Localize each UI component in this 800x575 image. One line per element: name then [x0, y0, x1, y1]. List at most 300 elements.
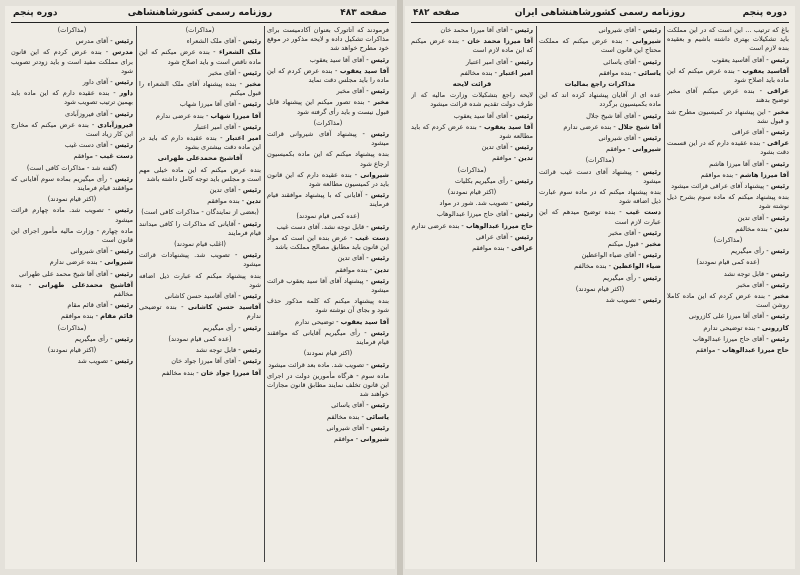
speaker-name: آقاشیخ محمدعلی طهرانی — [38, 280, 133, 289]
speaker-paragraph — [539, 240, 661, 249]
speech-text: - بنده عرض میکنم که این ماده ناقص است و باید اصلاح شود — [139, 48, 261, 66]
speaker-paragraph — [139, 80, 261, 98]
speech-text: - آقای عراقی — [475, 232, 513, 241]
page-header — [5, 8, 395, 22]
speaker-name: رئیس — [370, 401, 389, 410]
speaker-paragraph — [667, 225, 789, 234]
speech-text: - رأی میگیریم آقایانی که موافقند قیام فرمایند — [267, 328, 389, 347]
speech-text: - آقای یاسائی — [331, 401, 369, 410]
stage-note: (مذاکرات) — [585, 156, 615, 165]
speaker-paragraph — [667, 87, 789, 105]
book-gutter — [397, 0, 403, 575]
speaker-paragraph — [267, 87, 389, 96]
speaker-paragraph — [267, 424, 389, 433]
speaker-name: کازرونی — [761, 323, 789, 332]
speech-text: - آقای حاج میرزا عبدالوهاب — [692, 334, 769, 343]
speech-text: - بنده عرضی ندارم — [155, 111, 209, 120]
page-left — [5, 6, 395, 569]
speaker-paragraph — [267, 277, 389, 295]
speaker-name: رئیس — [642, 26, 661, 34]
speaker-paragraph — [267, 318, 389, 327]
speaker-name: رئیس — [642, 251, 661, 260]
speaker-name: رئیس — [514, 143, 533, 152]
speaker-paragraph — [667, 160, 789, 169]
speaker-paragraph — [411, 177, 533, 186]
speaker-name: رئیس — [642, 134, 661, 143]
speech-text: - آقای داور — [82, 78, 113, 87]
speech-text: - آقای شیروانی — [326, 423, 369, 432]
speaker-paragraph — [667, 171, 789, 180]
speech-text: - بنده مخالفم — [460, 68, 498, 77]
page-right — [405, 6, 795, 569]
text-column-3 — [411, 26, 533, 564]
speech-text: - آقای مخبر — [336, 87, 369, 96]
speaker-name: رئیس — [114, 269, 133, 278]
speaker-paragraph — [539, 145, 661, 154]
speaker-paragraph — [667, 324, 789, 333]
period-label: دوره پنجم — [742, 8, 787, 18]
speech-text: - بنده موافقم — [598, 68, 636, 77]
speaker-paragraph — [11, 312, 133, 321]
speaker-name: رئیس — [370, 222, 389, 231]
body-paragraph: بنده پیشنهاد میکنم که این ماده بکمیسیون ارجاع شود — [267, 150, 389, 168]
speaker-name: رئیس — [642, 273, 661, 282]
speaker-name: رئیس — [114, 174, 133, 183]
speaker-name: رئیس — [242, 357, 261, 366]
speaker-paragraph — [267, 361, 389, 370]
speaker-paragraph — [539, 296, 661, 305]
stage-note: (اکثر قیام نمودند) — [47, 195, 97, 204]
speaker-name: رئیس — [370, 360, 389, 369]
header-rule — [411, 22, 789, 23]
speech-text: - آقای تدین — [737, 213, 769, 222]
speaker-paragraph — [667, 139, 789, 157]
speaker-paragraph — [11, 152, 133, 161]
speech-text: - رأی میگیریم بکلیات — [454, 176, 513, 185]
speaker-paragraph — [411, 69, 533, 78]
speaker-paragraph — [139, 69, 261, 78]
speaker-paragraph — [267, 401, 389, 410]
column-divider — [264, 26, 265, 562]
speaker-paragraph — [667, 335, 789, 344]
speaker-name: دست غیب — [625, 208, 661, 217]
speaker-name: رئیس — [242, 37, 261, 46]
stage-note: (مذاکرات) — [185, 26, 215, 34]
speaker-name: قائم مقام — [100, 312, 133, 321]
speech-text: - آقای آقا شیخ محمد علی طهرانی — [18, 269, 113, 278]
speech-text: - موافقم — [333, 434, 359, 443]
speaker-paragraph — [139, 346, 261, 355]
speaker-name: رئیس — [242, 122, 261, 131]
speech-text: - رأی میگیریم بماده سوم آقایانی که موافقند قیام فرمایند — [11, 174, 133, 193]
speaker-name: امیر اعتبار — [499, 68, 533, 77]
speech-text: - پیشنهاد آقای شیروانی قرائت میشود — [267, 130, 389, 148]
speaker-name: رئیس — [114, 37, 133, 46]
speech-text: - قابل توجه نشد — [723, 269, 769, 278]
speech-text: - قابل توجه نشد. آقای دست غیب — [276, 222, 369, 231]
speaker-paragraph — [411, 58, 533, 67]
body-paragraph: بنده پیشنهاد میکنم که در ماده سوم عبارت ذیل اضافه شود — [539, 188, 661, 206]
speech-text: - بنده عقیده دارم که این ماده باید بهمین ترتیب تصویب شود — [11, 89, 133, 107]
speech-text: - بنده توضیحی ندارم — [703, 323, 760, 332]
speaker-name: رئیس — [514, 210, 533, 219]
stage-note: (مذاکرات) — [313, 118, 343, 127]
speaker-paragraph — [139, 292, 261, 301]
speaker-paragraph — [139, 369, 261, 378]
speaker-paragraph — [539, 112, 661, 121]
speaker-paragraph — [539, 208, 661, 226]
speaker-name: رئیس — [242, 100, 261, 109]
speaker-paragraph — [667, 128, 789, 137]
speech-text: - تصویب شد. ماده چهارم قرائت میشود — [11, 206, 133, 224]
speech-text: - تصویب شد. شور در مواد — [439, 199, 513, 208]
speech-text: - آقای آقا سید یعقوب — [309, 55, 369, 64]
body-paragraph: باغ که ترتیب ... این است که در این مملکت باید تشکیلات بهتری داشته باشیم و بعقیده بنده لازم است — [667, 26, 789, 53]
speaker-name: رئیس — [370, 254, 389, 263]
speaker-paragraph — [11, 110, 133, 119]
speaker-paragraph — [667, 67, 789, 85]
speaker-name: رئیس — [770, 334, 789, 343]
speaker-name: رئیس — [242, 251, 261, 260]
speech-text: - بنده عرض میکنم آقای مخبر توضیح بدهند — [667, 87, 789, 105]
speaker-paragraph — [267, 234, 389, 252]
speech-text: - آقای تدین — [337, 254, 369, 263]
speaker-name: رئیس — [114, 141, 133, 150]
speaker-paragraph — [11, 121, 133, 139]
speaker-name: مخبر — [245, 80, 261, 89]
speaker-name: رئیس — [642, 296, 661, 305]
text-column-1 — [667, 26, 789, 564]
speech-text: - بنده مخالفم — [11, 280, 133, 299]
speaker-name: رئیس — [770, 247, 789, 256]
speaker-paragraph — [411, 233, 533, 242]
speaker-name: یاسائی — [637, 68, 661, 77]
speech-text: - تصویب شد. پیشنهادات قرائت میشود — [139, 251, 261, 269]
period-label: دوره پنجم — [13, 8, 58, 18]
speaker-name: شیروانی — [104, 258, 133, 267]
speech-text: - آقایانی که مذاکرات را کافی میدانند قیام فرمایند — [139, 219, 261, 237]
speaker-name: شیروانی — [632, 37, 661, 46]
stage-note: (مذاکرات) — [457, 165, 487, 174]
speaker-name: مخبر — [645, 240, 661, 249]
speaker-paragraph — [539, 251, 661, 260]
speaker-name: رئیس — [370, 55, 389, 64]
speech-text: - آقای شیروانی — [598, 134, 641, 143]
speaker-name: مخبر — [773, 292, 789, 301]
speaker-paragraph — [539, 37, 661, 55]
speaker-paragraph — [411, 112, 533, 121]
speech-text: - توضیحی ندارم — [294, 317, 339, 326]
speaker-paragraph — [139, 324, 261, 333]
speaker-paragraph — [11, 247, 133, 256]
stage-note: (اکثر قیام نمودند) — [447, 188, 497, 197]
speaker-name: آقا سید یعقوب — [339, 66, 389, 75]
speaker-paragraph — [539, 274, 661, 283]
speaker-name: فیروزآبادی — [97, 120, 133, 129]
speaker-paragraph — [411, 154, 533, 163]
speaker-paragraph — [539, 123, 661, 132]
stage-note: (عده کمی قیام نمودند) — [168, 334, 232, 343]
stage-note: (عده کمی قیام نمودند) — [696, 258, 760, 267]
speech-text: - آقای قائم مقام — [67, 301, 113, 310]
speaker-paragraph — [11, 48, 133, 76]
speaker-paragraph — [667, 56, 789, 65]
speech-text: - آقای آقا میرزا هاشم — [709, 159, 769, 168]
speaker-paragraph — [11, 89, 133, 107]
speaker-paragraph — [267, 130, 389, 148]
speaker-name: رئیس — [770, 312, 789, 321]
speaker-paragraph — [539, 168, 661, 186]
speaker-name: رئیس — [514, 176, 533, 185]
speech-text: - بنده موافقم — [700, 170, 738, 179]
speaker-name: آقا میرزا هاشم — [739, 170, 789, 179]
speech-text: - آقای مخبر — [208, 68, 241, 77]
speaker-name: رئیس — [514, 57, 533, 66]
speaker-name: آقا میرزا جواد خان — [200, 368, 261, 377]
page-header — [405, 8, 795, 22]
speech-text: - بنده عقیده دارم که در این قسمت دقت بشود — [667, 139, 789, 157]
stage-note: (گفته شد - مذاکرات کافی است) — [26, 163, 118, 172]
body-paragraph: ماده سوم - هرگاه مأمورین دولت در اجرای این قانون تخلف نمایند مطابق قانون مجازات خواهند شد — [267, 371, 389, 399]
stage-note: (اکثر قیام نمودند) — [575, 284, 625, 293]
speaker-paragraph — [267, 67, 389, 85]
speaker-name: رئیس — [370, 423, 389, 432]
section-heading: قرائت لایحه — [452, 80, 492, 89]
body-paragraph: بنده پیشنهاد میکنم که کلمه مذکور حذف شود و بجای آن نوشته شود — [267, 297, 389, 315]
speaker-name: رئیس — [770, 269, 789, 278]
speaker-name: آقا میرزا محمد خان — [467, 37, 533, 46]
speech-text: - آقای شیروانی — [70, 247, 113, 256]
text-column-1 — [267, 26, 389, 564]
speaker-paragraph — [539, 134, 661, 143]
speaker-name: رئیس — [370, 87, 389, 96]
speaker-name: دست غیب — [355, 234, 389, 243]
speaker-paragraph — [139, 112, 261, 121]
speaker-paragraph — [139, 357, 261, 366]
text-column-3 — [11, 26, 133, 564]
speech-text: - آقای دست غیب — [64, 141, 113, 150]
body-paragraph: بنده پیشنهاد میکنم که عبارت ذیل اضافه شود — [139, 271, 261, 289]
speaker-paragraph — [267, 266, 389, 275]
speaker-name: رئیس — [242, 186, 261, 195]
page-number: صفحه ۴۸۲ — [413, 8, 460, 18]
speaker-paragraph — [11, 175, 133, 193]
speaker-name: تدین — [246, 197, 261, 206]
speaker-name: رئیس — [770, 182, 789, 191]
text-column-2 — [539, 26, 661, 564]
stage-note: (عده کمی قیام نمودند) — [296, 211, 360, 220]
speech-text: - آقای آقا میرزا شهاب — [179, 100, 241, 109]
speech-text: - بنده موافقم — [207, 197, 245, 206]
speech-text: - آقای تدین — [209, 186, 241, 195]
speaker-name: رئیس — [770, 128, 789, 137]
speaker-name: رئیس — [770, 213, 789, 222]
speech-text: - عرض بنده این است که مواد این قانون باید مطابق مصالح مملکت باشد — [267, 234, 389, 252]
body-paragraph: لایحه راجع بتشکیلات وزارت مالیه که از طرف دولت تقدیم شده قرائت میشود — [411, 91, 533, 109]
speech-text: - آقای یاسائی — [603, 57, 641, 66]
newspaper-title: روزنامه رسمی کشورشاهنشاهی ایران — [514, 8, 686, 18]
speech-text: - آقای آقاسید یعقوب — [711, 55, 769, 64]
speaker-name: آقا سید یعقوب — [483, 122, 533, 131]
speaker-name: عراقی — [767, 87, 789, 96]
speaker-name: رئیس — [770, 280, 789, 289]
speaker-paragraph — [667, 214, 789, 223]
speech-text: - قابل توجه نشد — [195, 346, 241, 355]
speaker-name: رئیس — [114, 301, 133, 310]
speaker-name: شیروانی — [360, 170, 389, 179]
speech-text: - بنده موافقم — [61, 312, 99, 321]
speech-text: - قبول میکنم — [607, 240, 644, 249]
speaker-paragraph — [11, 258, 133, 267]
speaker-name: تدین — [774, 224, 789, 233]
speech-text: - آقای آقا سید یعقوب — [453, 111, 513, 120]
speaker-paragraph — [11, 335, 133, 344]
speaker-paragraph — [139, 134, 261, 152]
column-divider — [136, 26, 137, 562]
speech-text: - بنده عرض میکنم که مملکت محتاج این قانون است — [539, 37, 661, 55]
speech-text: - بنده پیشنهاد آقای ملک الشعراء را قبول میکنم — [139, 80, 261, 98]
speaker-paragraph — [139, 186, 261, 195]
speaker-paragraph — [667, 182, 789, 191]
speaker-name: رئیس — [370, 130, 389, 139]
speaker-paragraph — [411, 37, 533, 55]
speaker-paragraph — [11, 270, 133, 279]
body-paragraph: ماده چهارم - وزارت مالیه مأمور اجرای این قانون است — [11, 226, 133, 245]
speech-text: - تصویب شد — [605, 296, 641, 305]
speaker-name: رئیس — [514, 26, 533, 34]
speaker-name: آقا شیخ جلال — [617, 122, 661, 131]
speaker-paragraph — [11, 281, 133, 299]
speaker-paragraph — [139, 100, 261, 109]
speaker-name: آقا میرزا شهاب — [210, 111, 261, 120]
speaker-name: رئیس — [114, 334, 133, 343]
speaker-paragraph — [139, 48, 261, 66]
speaker-name: تدین — [518, 154, 533, 163]
speech-text: - تصویب شد. ماده بعد قرائت میشود — [268, 360, 369, 369]
speaker-name: رئیس — [770, 55, 789, 64]
speaker-paragraph — [267, 98, 389, 116]
speech-text: - آقای آقا میرزا علی کازرونی — [688, 312, 769, 321]
speech-text: - بنده مخالفم — [735, 224, 773, 233]
speaker-paragraph — [139, 251, 261, 269]
speaker-paragraph — [11, 301, 133, 310]
speaker-name: رئیس — [514, 199, 533, 208]
speaker-name: رئیس — [114, 247, 133, 256]
speaker-name: رئیس — [642, 167, 661, 176]
speech-text: - موافقم — [695, 346, 720, 355]
speaker-paragraph — [411, 143, 533, 152]
speaker-paragraph — [11, 206, 133, 224]
speaker-name: دست غیب — [99, 152, 133, 161]
speaker-name: رئیس — [642, 57, 661, 66]
speech-text: - آقای آقاسید حسن کاشانی — [164, 292, 241, 301]
speech-text: - آقای آقا شیخ جلال — [586, 111, 641, 120]
speaker-name: رئیس — [242, 292, 261, 301]
speaker-paragraph — [267, 254, 389, 263]
speaker-name: رئیس — [370, 276, 389, 285]
speaker-name: رئیس — [114, 78, 133, 87]
speech-text: - بنده عرض میکنم که مخارج این کار زیاد است — [11, 120, 133, 139]
speech-text: - بنده عرض میکنم که این ماده باید اصلاح شود — [667, 66, 789, 85]
speech-text: - آقای امیر اعتبار — [465, 57, 513, 66]
speaker-paragraph — [11, 78, 133, 87]
speaker-paragraph — [411, 210, 533, 219]
speech-text: - بنده توضیح میدهم که این عبارت لازم است — [539, 208, 661, 226]
speaker-paragraph — [139, 197, 261, 206]
speaker-name: عراقی — [511, 244, 533, 253]
stage-note: (بعضی از نمایندگان - مذاکرات کافی است) — [141, 208, 259, 217]
speech-text: - پیشنهاد آقای آقا سید یعقوب قرائت میشود — [267, 276, 389, 295]
speech-text: - رأی میگیریم — [202, 323, 241, 332]
speech-text: - موافقم — [492, 154, 517, 163]
speaker-name: رئیس — [514, 232, 533, 241]
speaker-paragraph — [667, 270, 789, 279]
speech-text: - بنده عرض میکنم که این ماده لازم است — [411, 37, 533, 55]
speaker-name: رئیس — [370, 191, 389, 200]
speaker-name: حاج میرزا عبدالوهاب — [721, 346, 789, 355]
speech-text: - بنده تصور میکنم این پیشنهاد قابل قبول نیست و باید رأی گرفته شود — [267, 98, 389, 116]
speech-text: - بنده عرض کردم که باید مطالعه شود — [411, 122, 533, 141]
speech-text: - آقای آقا میرزا جواد خان — [171, 357, 241, 366]
speaker-paragraph — [667, 312, 789, 321]
speaker-paragraph — [667, 281, 789, 290]
speaker-paragraph — [11, 357, 133, 366]
body-paragraph: بنده پیشنهاد میکنم که ماده سوم بشرح ذیل نوشته شود — [667, 193, 789, 211]
speech-text: - بنده عرضی ندارم — [563, 122, 616, 131]
speaker-paragraph — [411, 199, 533, 208]
speaker-paragraph — [267, 329, 389, 347]
stage-note: (مذاکرات) — [713, 236, 743, 245]
speech-text: - آقای شیروانی — [598, 26, 641, 34]
speaker-name: ضیاء الواعظین — [613, 262, 661, 271]
speech-text: - بنده عقیده دارم که این قانون باید در کمیسیون مطالعه شود — [267, 170, 389, 189]
speaker-paragraph — [539, 229, 661, 238]
speaker-name: شیروانی — [360, 434, 389, 443]
speaker-name: عراقی — [767, 139, 789, 148]
speaker-name: رئیس — [114, 206, 133, 215]
speaker-paragraph — [411, 26, 533, 35]
speaker-paragraph — [539, 26, 661, 35]
speech-text: - آقای مخبر — [736, 280, 769, 289]
body-paragraph: عده ای از آقایان پیشنهاد کرده اند که این ماده بکمیسیون برگردد — [539, 91, 661, 109]
speech-text: - آقای عراقی — [731, 128, 769, 137]
speech-text: - آقای امیر اعتبار — [193, 122, 241, 131]
speaker-paragraph — [539, 69, 661, 78]
column-divider — [536, 26, 537, 562]
speaker-paragraph — [139, 123, 261, 132]
speaker-paragraph — [667, 108, 789, 126]
speech-text: - آقای مخبر — [608, 228, 641, 237]
speaker-name: آقاسید حسن کاشانی — [187, 303, 261, 312]
speaker-name: رئیس — [370, 328, 389, 337]
speaker-paragraph — [267, 435, 389, 444]
speaker-paragraph — [267, 56, 389, 65]
speaker-name: رئیس — [114, 109, 133, 118]
speaker-name: رئیس — [242, 68, 261, 77]
speaker-name: رئیس — [114, 357, 133, 366]
speech-text: - بنده عرض کردم که این ماده را باید مجلس دقت نماید — [267, 66, 389, 85]
speaker-paragraph — [539, 58, 661, 67]
speech-text: - بنده موافقم — [335, 265, 373, 274]
speech-text: - آقای مدرس — [75, 37, 113, 46]
speaker-name: امیر اعتبار — [225, 134, 261, 143]
stage-note: (مذاکرات) — [57, 26, 87, 34]
speech-text: - آقای تدین — [481, 143, 513, 152]
speaker-name: آقاسید یعقوب — [742, 66, 789, 75]
speech-text: - بنده عقیده دارم که باید در این ماده دقت بیشتری بشود — [139, 134, 261, 152]
speaker-paragraph — [11, 141, 133, 150]
stage-note: (اکثر قیام نمودند) — [303, 349, 353, 358]
